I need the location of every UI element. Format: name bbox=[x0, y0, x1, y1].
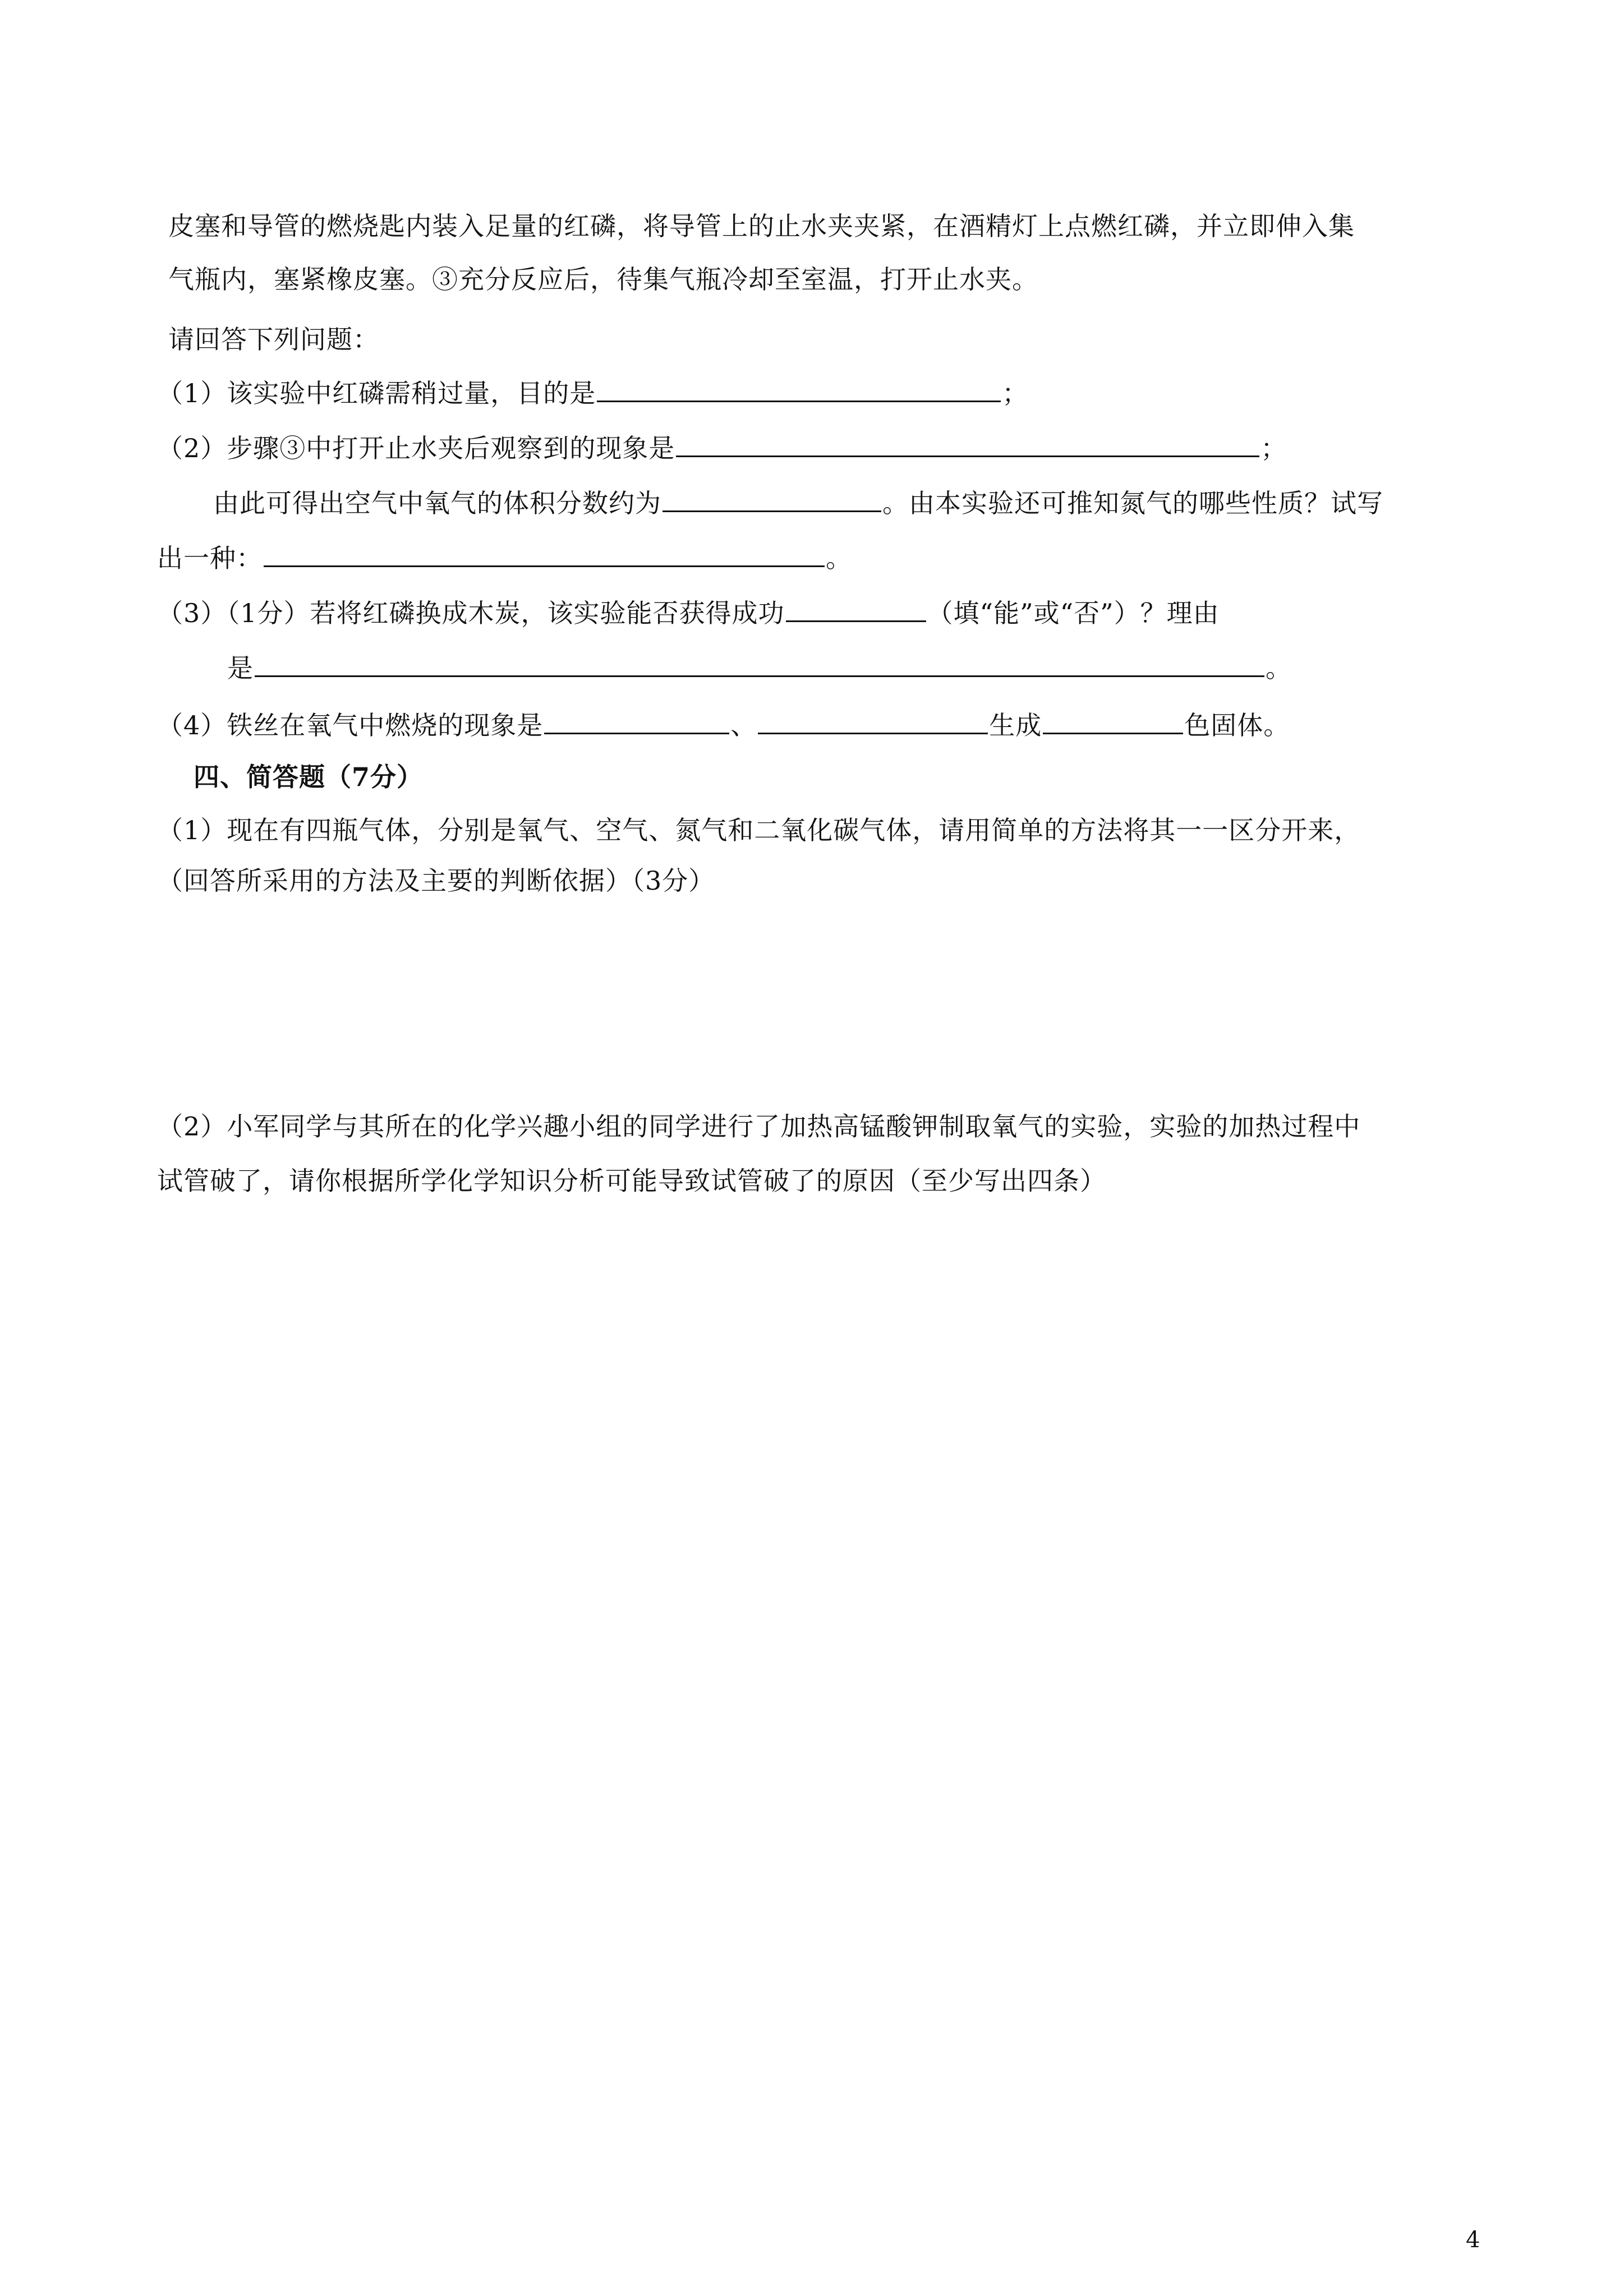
question-text: 出一种： bbox=[157, 543, 263, 573]
punctuation: 、 bbox=[730, 710, 757, 740]
question-text: （2）步骤③中打开止水夹后观察到的现象是 bbox=[157, 433, 675, 463]
answer-blank[interactable] bbox=[1043, 708, 1183, 734]
instruction-text: 请回答下列问题： bbox=[168, 324, 379, 355]
question-4 bbox=[157, 708, 1290, 742]
text-span: 气瓶内，塞紧橡皮塞。③充分反应后，待集气瓶冷却至室温，打开止水夹。 bbox=[168, 264, 1038, 295]
short-answer-1 bbox=[157, 813, 1360, 847]
question-text: 色固体。 bbox=[1184, 710, 1290, 740]
answer-blank[interactable] bbox=[255, 651, 1264, 677]
question-text: 试管破了，请你根据所学化学知识分析可能导致试管破了的原因（至少写出四条） bbox=[157, 1166, 1106, 1196]
question-text: 由此可得出空气中氧气的体积分数约为 bbox=[213, 488, 661, 518]
text-line bbox=[168, 263, 1038, 296]
question-text: 。由本实验还可推知氮气的哪些性质？试写 bbox=[882, 488, 1383, 518]
answer-blank[interactable] bbox=[663, 486, 881, 512]
question-2b bbox=[213, 486, 1383, 520]
punctuation: ； bbox=[1260, 433, 1287, 463]
answer-blank[interactable] bbox=[597, 376, 1001, 402]
section-title bbox=[194, 760, 423, 794]
question-text: （2）小军同学与其所在的化学兴趣小组的同学进行了加热高锰酸钾制取氧气的实验，实验的加热过程中 bbox=[157, 1111, 1361, 1142]
instruction-line bbox=[168, 323, 379, 356]
question-text: （3）（1分）若将红磷换成木炭，该实验能否获得成功 bbox=[157, 598, 785, 628]
text-line bbox=[168, 209, 1355, 243]
short-answer-2b bbox=[157, 1164, 1106, 1198]
answer-blank[interactable] bbox=[676, 431, 1259, 457]
question-3 bbox=[157, 596, 1220, 630]
answer-blank[interactable] bbox=[264, 541, 825, 567]
question-text: （1）现在有四瓶气体，分别是氧气、空气、氮气和二氧化碳气体，请用简单的方法将其一一区分开来， bbox=[157, 815, 1361, 845]
question-text: （1）该实验中红磷需稍过量，目的是 bbox=[157, 378, 596, 408]
punctuation: 。 bbox=[826, 543, 852, 573]
page-number: 4 bbox=[1466, 2227, 1480, 2253]
punctuation: 。 bbox=[1266, 653, 1292, 683]
answer-blank[interactable] bbox=[758, 708, 988, 734]
text-span: 皮塞和导管的燃烧匙内装入足量的红磷，将导管上的止水夹夹紧，在酒精灯上点燃红磷，并立即伸入集 bbox=[168, 211, 1355, 241]
short-answer-2 bbox=[157, 1110, 1360, 1143]
question-2c bbox=[157, 541, 852, 575]
question-text: 是 bbox=[227, 653, 254, 683]
answer-blank[interactable] bbox=[786, 596, 926, 622]
punctuation: ； bbox=[1002, 378, 1029, 408]
question-text: 生成 bbox=[989, 710, 1042, 740]
answer-blank[interactable] bbox=[544, 708, 729, 734]
question-text: （回答所采用的方法及主要的判断依据）（3分） bbox=[157, 866, 715, 896]
question-2 bbox=[157, 431, 1287, 465]
short-answer-1b bbox=[157, 864, 715, 898]
section-title-text: 四、简答题（7分） bbox=[194, 762, 424, 792]
question-1 bbox=[157, 376, 1028, 410]
question-3b bbox=[227, 651, 1292, 685]
question-text: （填“能”或“否”）？理由 bbox=[927, 598, 1220, 628]
question-text: （4）铁丝在氧气中燃烧的现象是 bbox=[157, 710, 544, 740]
